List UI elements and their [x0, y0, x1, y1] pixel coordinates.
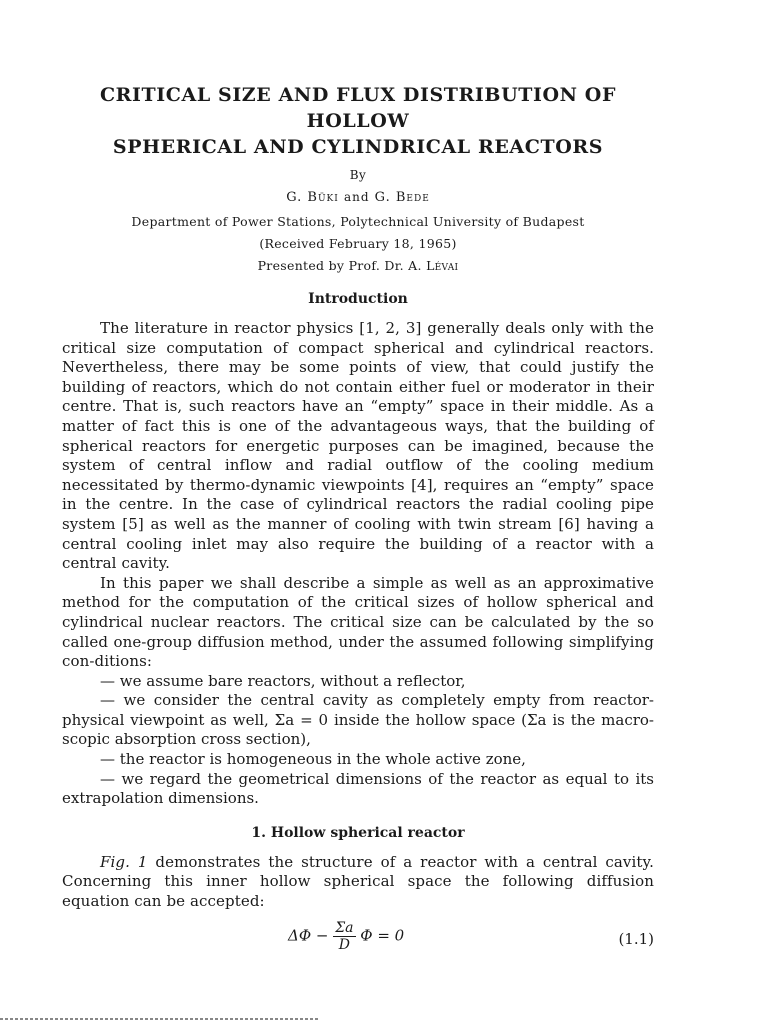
- introduction-heading: Introduction: [308, 291, 408, 307]
- fraction-denominator: D: [338, 936, 350, 953]
- intro-paragraph-2: In this paper we shall describe a simple as well as an approximative method for the computation of the critical sizes of hollow spherical and cylindrical nuclear reactors. The critical size can be calculated by the so called one-group diffusion method, under the assumed following simplifying con-ditions:: [62, 573, 654, 671]
- section-1-paragraph: Fig. 1 demonstrates the structure of a reactor with a central cavity. Concerning this inner hollow spherical space the following diffusion equation can be accepted:: [62, 852, 654, 911]
- scan-edge-mark: [0, 1018, 320, 1020]
- intro-paragraph-1: The literature in reactor physics [1, 2, 3] generally deals only with the critical size computation of compact spherical and cylindrical reactors. Nevertheless, there may be some points of view, that could justify the building of reactors, which do not contain either fuel or moderator in their centre. That is, such reactors have an “empty” space in their middle. As a matter of fact this is one of the advantageous ways, that the building of spherical reactors for energetic purposes can be imagined, because the system of central inflow and radial outflow of the cooling medium necessitated by thermo-dynamic viewpoints [4], requires an “empty” space in the centre. In the case of cylindrical reactors the radial cooling pipe system [5] as well as the manner of cooling with twin stream [6] having a central cooling inlet may also require the building of a reactor with a central cavity.: [62, 319, 654, 573]
- paper-title: [62, 82, 654, 160]
- presented-by: Presented by Prof. Dr. A. Lévai: [257, 258, 459, 273]
- condition-item: — we regard the geometrical dimensions of the reactor as equal to its extrapolation dimensions.: [62, 769, 654, 808]
- section-1-heading: 1. Hollow spherical reactor: [251, 824, 465, 841]
- condition-item: — we assume bare reactors, without a reflector,: [100, 671, 466, 690]
- paper-page: [62, 82, 654, 964]
- condition-item: — we consider the central cavity as completely empty from reactor-physical viewpoint as well, Σa = 0 inside the hollow space (Σa is the macro-scopic absorption cross section),: [62, 691, 654, 749]
- author1-name: Büki: [307, 190, 339, 205]
- author2-name: Bede: [395, 190, 430, 205]
- fraction-numerator: Σa: [335, 919, 354, 936]
- equation-rhs: Φ = 0: [360, 926, 405, 945]
- equation-body: [288, 920, 404, 953]
- author1-initial: G.: [286, 190, 303, 205]
- title-line-2: SPHERICAL AND CYLINDRICAL REACTORS: [112, 136, 604, 158]
- by-line: By: [349, 168, 367, 182]
- condition-item: — the reactor is homogeneous in the whole active zone,: [100, 750, 526, 769]
- authors-and: and: [343, 190, 370, 204]
- equation-lhs: ΔΦ −: [288, 926, 329, 945]
- authors: [62, 190, 654, 205]
- equation-fraction: [333, 920, 355, 953]
- equation-number: (1.1): [618, 929, 654, 948]
- equation-1-1: [62, 920, 654, 964]
- author2-initial: G.: [374, 190, 391, 205]
- affiliation: Department of Power Stations, Polytechnical University of Budapest: [131, 214, 585, 229]
- received-date: (Received February 18, 1965): [259, 236, 457, 251]
- figure-reference: Fig. 1: [100, 852, 148, 871]
- presenter-name: Lévai: [426, 258, 459, 273]
- title-line-1: CRITICAL SIZE AND FLUX DISTRIBUTION OF HOLLOW: [99, 84, 617, 132]
- paper-meta: [62, 211, 654, 277]
